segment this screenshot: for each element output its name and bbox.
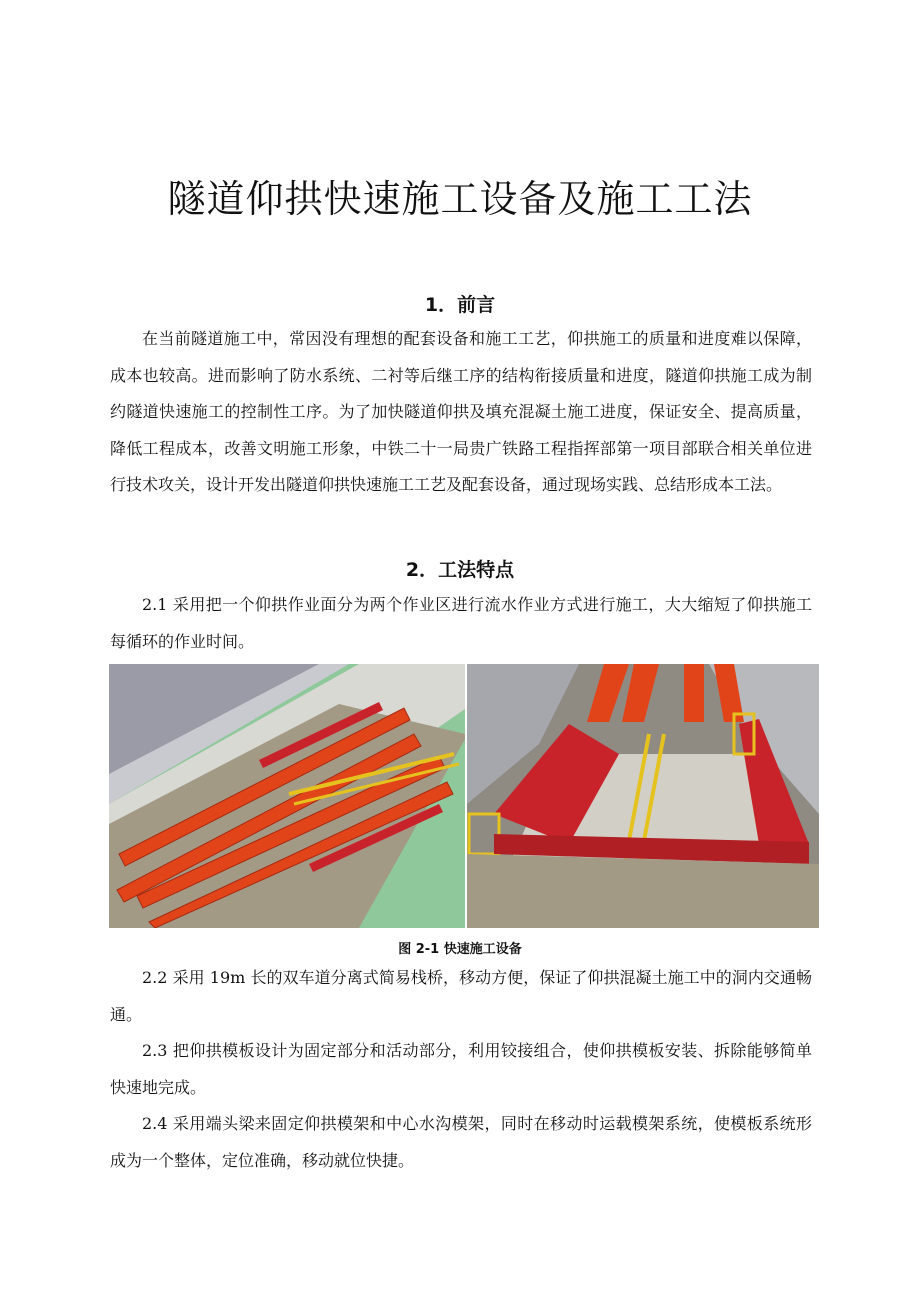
equipment-figure [109, 664, 819, 928]
preface-paragraph: 在当前隧道施工中，常因没有理想的配套设备和施工工艺，仰拱施工的质量和进度难以保障，成本也较高。进而影响了防水系统、二衬等后继工序的结构衔接质量和进度，隧道仰拱施工成为制约隧道快速施工的控制性工序。为了加快隧道仰拱及填充混凝土施工进度，保证安全、提高质量，降低工程成本，改善文明施工形象，中铁二十一局贵广铁路工程指挥部第一项目部联合相关单位进行技术攻关，设计开发出隧道仰拱快速施工工艺及配套设备，通过现场实践、总结形成本工法。 [110, 329, 812, 494]
feature-paragraph-2-4: 2.4 采用端头梁来固定仰拱模架和中心水沟模架，同时在移动时运载模架系统，使模板系统形成为一个整体，定位准确，移动就位快捷。 [110, 1114, 812, 1170]
left-panel-image [109, 664, 465, 928]
feature-paragraph-2-1: 2.1 采用把一个仰拱作业面分为两个作业区进行流水作业方式进行施工，大大缩短了仰拱施工每循环的作业时间。 [110, 595, 812, 651]
figure-caption: 图 2-1 快速施工设备 [398, 942, 522, 957]
section-heading-preface: 1．前言 [424, 294, 496, 316]
right-panel-image [467, 664, 819, 928]
feature-paragraph-2-2: 2.2 采用 19m 长的双车道分离式简易栈桥，移动方便，保证了仰拱混凝土施工中的洞内交通畅通。 [110, 968, 812, 1024]
section-heading-features: 2．工法特点 [405, 559, 515, 581]
equipment-illustration [109, 664, 819, 928]
document-title: 隧道仰拱快速施工设备及施工工法 [167, 177, 753, 221]
feature-paragraph-2-3: 2.3 把仰拱模板设计为固定部分和活动部分，利用铰接组合，使仰拱模板安装、拆除能够简单快速地完成。 [110, 1041, 812, 1097]
